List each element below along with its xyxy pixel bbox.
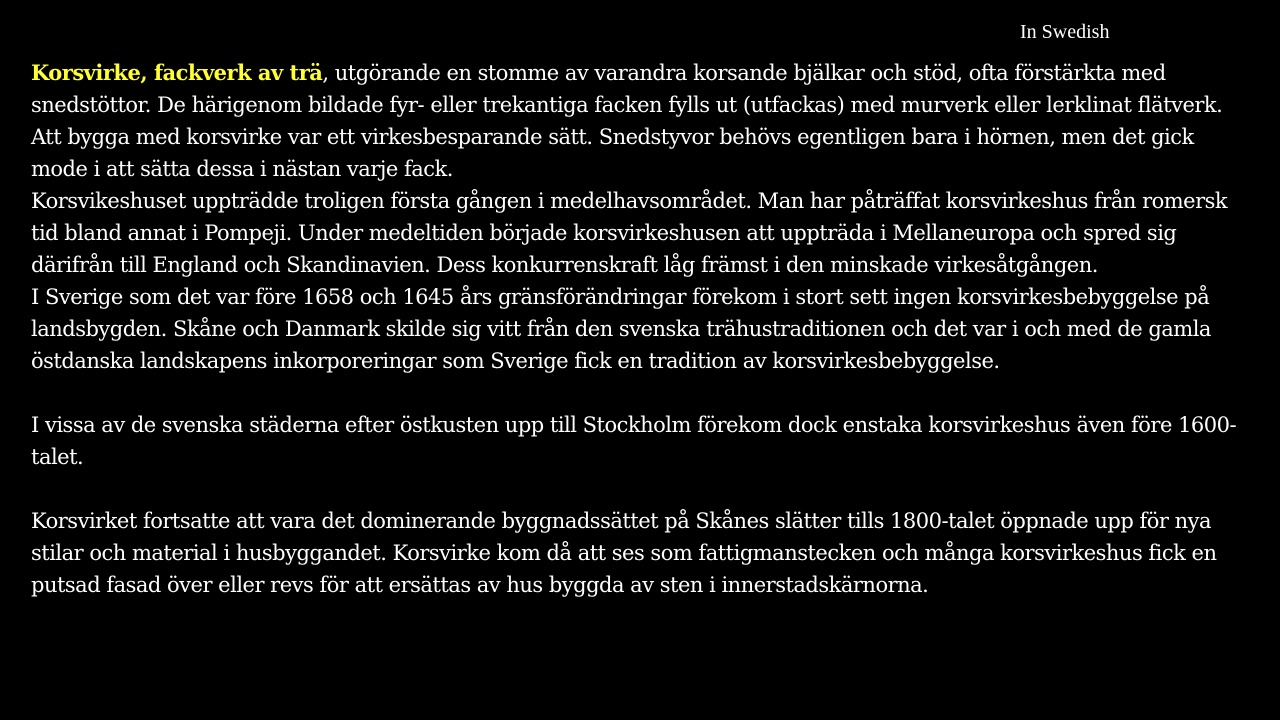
paragraph-east-coast: I vissa av de svenska städerna efter östkusten upp till Stockholm förekom dock enstaka korsvirkeshus även före 1600-talet. (31, 413, 1237, 469)
paragraph-sweden: I Sverige som det var före 1658 och 1645 års gränsförändringar förekom i stort sett ingen korsvirkesbebyggelse på landsbygden. Skåne och Danmark skilde sig vitt från den svenska trähustraditionen och det var i och med de gamla östdanska landskapens inkorporeringar som Sverige fick en tradition av korsvirkesbebyggelse. (31, 285, 1211, 373)
slide-body (31, 57, 1253, 601)
language-label: In Swedish (1020, 21, 1110, 43)
paragraph-history: Korsvikeshuset uppträdde troligen första gången i medelhavsområdet. Man har påträffat korsvirkeshus från romersk tid bland annat i Pompeji. Under medeltiden började korsvirkeshusen att uppträda i Mellaneuropa och spred sig därifrån till England och Skandinavien. Dess konkurrenskraft låg främst i den minskade virkesåtgången. (31, 189, 1228, 277)
paragraph-text: , utgörande en stomme av varandra korsande bjälkar och stöd, ofta förstärkta med snedstöttor. De härigenom bildade fyr- eller trekantiga facken fylls ut (utfackas) med murverk eller lerklinat flätverk. Att bygga med korsvirke var ett virkesbesparande sätt. Snedstyvor behövs egentligen bara i hörnen, men det gick mode i att sätta dessa i nästan varje fack. (31, 61, 1223, 181)
paragraph-definition (31, 57, 1253, 185)
highlighted-term: Korsvirke, fackverk av trä (31, 60, 323, 85)
paragraph-skane: Korsvirket fortsatte att vara det dominerande byggnadssättet på Skånes slätter tills 1800-talet öppnade upp för nya stilar och material i husbyggandet. Korsvirke kom då att ses som fattigmanstecken och många korsvirkeshus fick en putsad fasad över eller revs för att ersättas av hus byggda av sten i innerstadskärnorna. (31, 509, 1217, 597)
